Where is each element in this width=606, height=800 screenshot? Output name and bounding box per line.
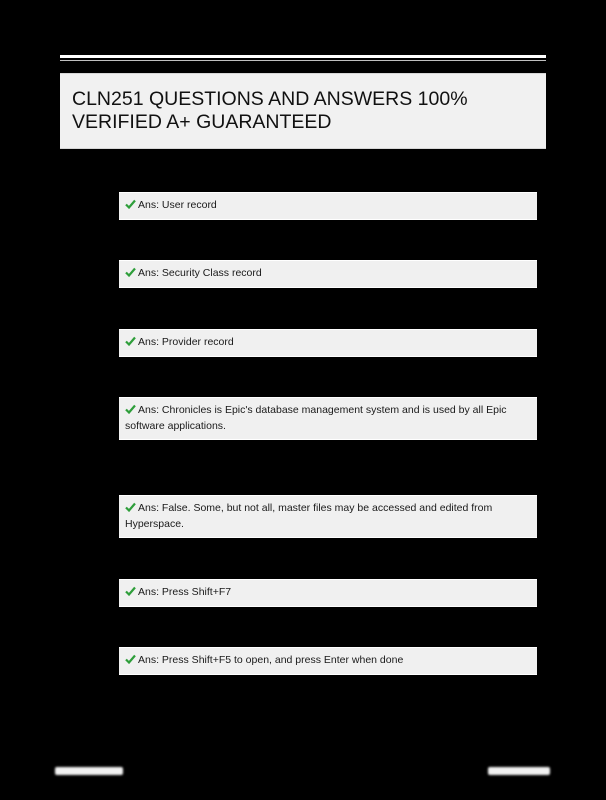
answer-box [119, 579, 537, 607]
answer-text: Ans: Chronicles is Epic's database management system and is used by all Epic software applications. [125, 404, 507, 432]
document-title: CLN251 QUESTIONS AND ANSWERS 100% VERIFIED A+ GUARANTEED [72, 88, 468, 133]
checkmark-icon [125, 199, 136, 209]
footer-left-blurred [55, 767, 123, 775]
checkmark-icon [125, 404, 136, 414]
title-box [60, 73, 546, 149]
checkmark-icon [125, 586, 136, 596]
answer-text: Ans: Press Shift+F7 [138, 586, 232, 598]
checkmark-icon [125, 267, 136, 277]
top-rule [60, 55, 546, 58]
checkmark-icon [125, 336, 136, 346]
answer-box [119, 192, 537, 220]
answer-text: Ans: Security Class record [138, 267, 262, 279]
top-rule-thin [60, 60, 546, 61]
answer-box [119, 495, 537, 538]
answer-box [119, 397, 537, 440]
footer-right-blurred [488, 767, 550, 775]
answer-text: Ans: Press Shift+F5 to open, and press Enter when done [138, 654, 404, 666]
checkmark-icon [125, 654, 136, 664]
answer-text: Ans: User record [138, 199, 217, 211]
checkmark-icon [125, 502, 136, 512]
answer-box [119, 260, 537, 288]
answer-text: Ans: False. Some, but not all, master files may be accessed and edited from Hyperspace. [125, 502, 493, 530]
answer-text: Ans: Provider record [138, 336, 234, 348]
answer-box [119, 647, 537, 675]
answer-box [119, 329, 537, 357]
